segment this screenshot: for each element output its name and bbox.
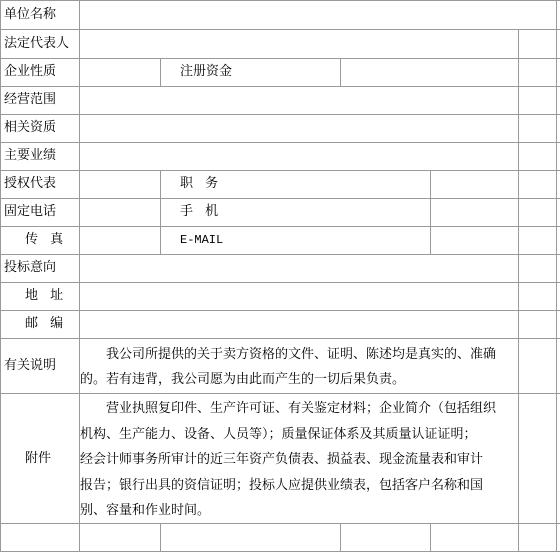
- label-legal-rep: 法定代表人: [4, 36, 70, 51]
- v-line-col2: [160, 170, 161, 254]
- label-company-type: 企业性质: [4, 64, 57, 79]
- label-mobile: 手 机: [180, 204, 223, 219]
- registered-capital-field[interactable]: [341, 59, 518, 86]
- label-main-performance: 主要业绩: [4, 148, 57, 163]
- label-registered-capital: 注册资金: [180, 64, 233, 79]
- label-attachment: 附件: [25, 451, 52, 466]
- label-business-scope: 经营范围: [4, 92, 57, 107]
- bid-intent-field[interactable]: [80, 255, 518, 282]
- v-line-right: [556, 0, 557, 552]
- v-line-col2: [160, 523, 161, 552]
- v-line-col3: [340, 523, 341, 552]
- unit-name-field[interactable]: [80, 1, 556, 29]
- position-field[interactable]: [431, 171, 518, 198]
- v-line-col2: [160, 58, 161, 86]
- label-fax: 传 真: [25, 232, 68, 247]
- v-line-col4: [430, 523, 431, 552]
- label-unit-name: 单位名称: [4, 7, 57, 22]
- attachment-text: 营业执照复印件、生产许可证、有关鉴定材料；企业简介（包括组织 机构、生产能力、设备、人员等）；质量保证体系及其质量认证证明； 经会计师事务所审计的近三年资产负债表、损益表、现金流量表和审计 报告；银行出具的资信证明；投标人应提供业绩表，包括客户名称和国 别、容量和作业时间。: [80, 401, 497, 518]
- landline-field[interactable]: [80, 199, 160, 226]
- qualifications-field[interactable]: [80, 115, 518, 142]
- h-line-bottom: [0, 551, 560, 552]
- h-line: [0, 393, 560, 394]
- label-landline: 固定电话: [4, 204, 57, 219]
- label-position: 职 务: [180, 176, 223, 191]
- label-bid-intent: 投标意向: [4, 260, 57, 275]
- v-line-left: [0, 0, 1, 552]
- label-address: 地 址: [25, 288, 68, 303]
- address-field[interactable]: [80, 283, 518, 310]
- label-email: E-MAIL: [180, 233, 224, 247]
- label-postal-code: 邮 编: [25, 316, 68, 331]
- fax-field[interactable]: [80, 227, 160, 254]
- main-performance-field[interactable]: [80, 143, 518, 170]
- statement-text: 我公司所提供的关于卖方资格的文件、证明、陈述均是真实的、准确 的。若有违背，我公司愿为由此而产生的一切后果负责。: [80, 347, 497, 387]
- postal-code-field[interactable]: [80, 311, 518, 338]
- company-type-field[interactable]: [80, 59, 160, 86]
- authorized-rep-field[interactable]: [80, 171, 160, 198]
- h-line: [0, 338, 560, 339]
- business-scope-field[interactable]: [80, 87, 518, 114]
- label-authorized-rep: 授权代表: [4, 176, 57, 191]
- email-field[interactable]: [431, 227, 518, 254]
- legal-rep-field[interactable]: [80, 30, 518, 58]
- label-qualifications: 相关资质: [4, 120, 57, 135]
- label-statement: 有关说明: [4, 358, 57, 373]
- mobile-field[interactable]: [431, 199, 518, 226]
